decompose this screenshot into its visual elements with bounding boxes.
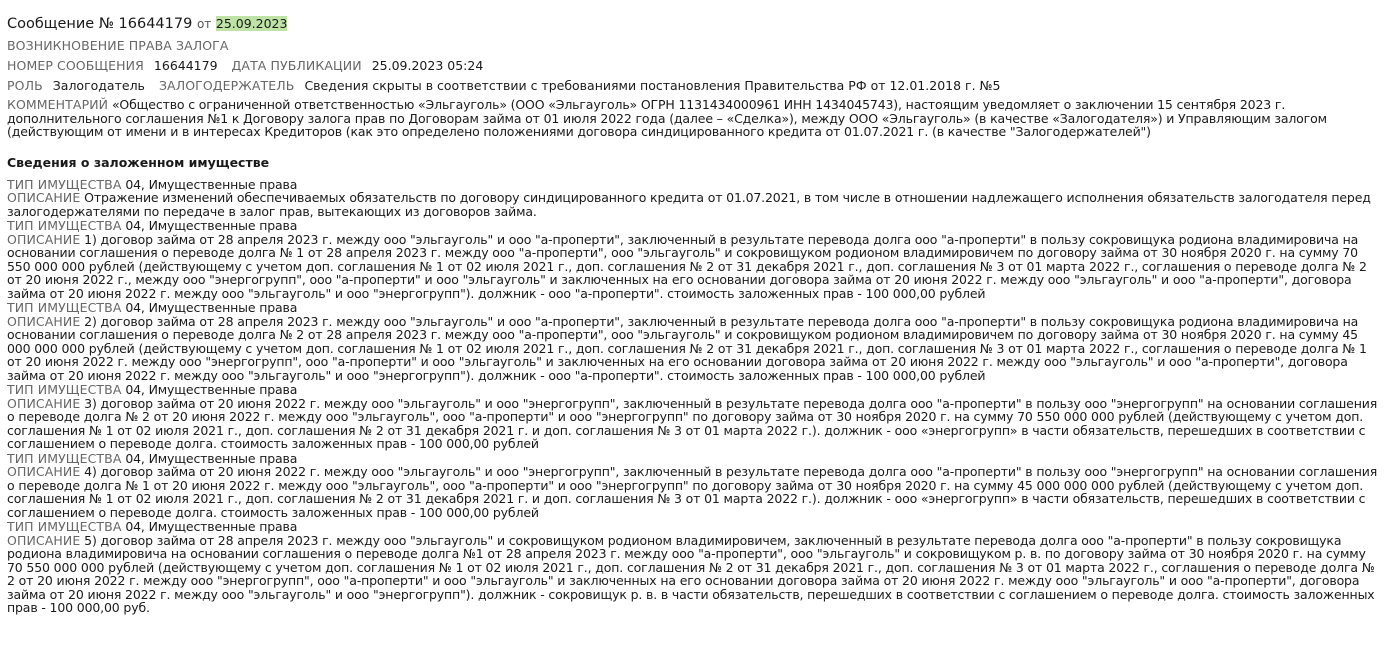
section-title: Сведения о заложенном имуществе [7,154,270,170]
role-label: РОЛЬ [7,78,43,93]
comment-label: КОММЕНТАРИЙ [7,97,109,112]
message-type-row [7,38,1378,54]
message-number: 16644179 [118,16,193,32]
property-type-label: ТИП ИМУЩЕСТВА [7,300,122,315]
property-description-label: ОПИСАНИЕ [7,313,81,329]
property-type-label: ТИП ИМУЩЕСТВА [7,450,122,466]
pledgee-value: Сведения скрыты в соответствии с требованиями постановления Правительства РФ от 12.01.2018 г. №5 [304,78,1001,93]
number-date-row [7,58,1378,74]
property-type-label: ТИП ИМУЩЕСТВА [7,176,122,192]
property-description-value: 4) договор займа от 20 июня 2022 г. между ооо "эльгауголь" и ооо "энергогрупп", заключенный в результате перевода долга ооо "а-проперти" в пользу ооо "энергогрупп" на основании соглашения о переводе долга № 1 от 20 июня 2022 г. между ооо "эльгауголь", ооо "а-проперти" и ооо "энергогрупп" по договору займа от 30 ноября 2020 г. на сумму 45 000 000 000 рублей (действующему с учетом доп. соглашения № 1 от 02 июля 2021 г., доп. соглашения № 2 от 31 декабря 2021 г. и доп. соглашения № 3 от 01 марта 2022 г.). должник - ооо «энергогрупп» в части обязательств, перешедших в соответствии с соглашением о переводе долга. стоимость заложенных прав - 100 000,00 рублей [7,464,1378,520]
property-type-label: ТИП ИМУЩЕСТВА [7,382,122,397]
property-item [7,452,1378,520]
property-type-row [7,301,1378,315]
property-description-label: ОПИСАНИЕ [7,395,81,411]
property-description-row [7,397,1378,451]
pledgee-label: ЗАЛОГОДЕРЖАТЕЛЬ [158,78,295,93]
property-type-value: 04, Имущественные права [125,519,298,534]
property-description-label: ОПИСАНИЕ [7,231,81,247]
role-row [7,78,1378,94]
message-type: ВОЗНИКНОВЕНИЕ ПРАВА ЗАЛОГА [7,38,229,53]
from-label: от [196,17,212,31]
property-description-label: ОПИСАНИЕ [7,532,81,548]
property-item [7,520,1378,615]
property-description-row [7,233,1378,301]
property-type-value: 04, Имущественные права [125,300,298,315]
property-type-row [7,219,1378,233]
property-type-row [7,520,1378,534]
pub-date-label: ДАТА ПУБЛИКАЦИИ [231,58,362,73]
property-description-value: 5) договор займа от 28 апреля 2023 г. между ооо "эльгауголь" и сокровищуком родионом владимировичем, заключенный в результате перевода долга ооо "а-проперти" в пользу сокровищука родиона владимировича на основании соглашения о переводе долга №1 от 28 апреля 2023 г. между ооо "а-проперти", ооо "эльгауголь" и сокровищуком р. в. по договору займа от 30 ноября 2020 г. на сумму 70 550 000 000 рублей (действующему с учетом доп. соглашения № 1 от 02 июля 2021 г., доп. соглашения № 2 от 31 декабря 2021 г., доп. соглашения № 3 от 01 марта 2022 г., соглашения о переводе долга № 2 от 20 июня 2022 г. между ооо "энергогрупп", ооо "а-проперти" и ооо "эльгауголь" и заключенных на его основании договора займа от 20 июня 2022 г. между ооо "эльгауголь" и ооо "а-проперти", договора займа от 20 июня 2022 г. между ооо "эльгауголь" и ооо "энергогрупп"). должник - сокровищук р. в. в части обязательств, перешедших в соответствии с соглашением о переводе долга. стоимость заложенных прав - 100 000,00 руб. [7,532,1375,615]
property-type-label: ТИП ИМУЩЕСТВА [7,218,122,233]
property-description-label: ОПИСАНИЕ [7,190,81,205]
property-type-row [7,452,1378,466]
property-type-value: 04, Имущественные права [125,218,298,233]
pub-date-value: 25.09.2023 05:24 [371,58,484,73]
property-type-value: 04, Имущественные права [125,176,298,192]
property-type-value: 04, Имущественные права [125,450,298,466]
property-description-value: 2) договор займа от 28 апреля 2023 г. между ооо "эльгауголь" и ооо "а-проперти", заключенный в результате перевода долга ооо "а-проперти" в пользу сокровищука родиона владимировича на основании соглашения о переводе долга № 2 от 28 апреля 2023 г. между ооо "а-проперти", ооо "эльгауголь" и сокровищуком родионом владимировичем по договору займа от 30 ноября 2020 г. на сумму 45 000 000 000 рублей (действующему с учетом доп. соглашения № 1 от 02 июля 2021 г., доп. соглашения № 2 от 31 декабря 2021 г., доп. соглашения № 3 от 01 марта 2022 г., соглашения о переводе долга № 1 от 20 июня 2022 г. между ооо "энергогрупп", ооо "а-проперти" и ооо "эльгауголь" и заключенных на его основании договора займа от 20 июня 2022 г. между ооо "эльгауголь" и ооо "а-проперти", договора займа от 20 июня 2022 г. между ооо "эльгауголь" и ооо "энергогрупп"). должник - ооо "а-проперти". стоимость заложенных прав - 100 000,00 рублей [7,313,1367,383]
property-description-value: 3) договор займа от 20 июня 2022 г. между ооо "эльгауголь" и ооо "энергогрупп", заключенный в результате перевода долга ооо "а-проперти" в пользу ооо "энергогрупп" на основании соглашения о переводе долга № 2 от 20 июня 2022 г. между ооо "эльгауголь", ооо "а-проперти" и ооо "энергогрупп" по договору займа от 30 ноября 2020 г. на сумму 70 550 000 000 рублей (действующему с учетом доп. соглашения № 1 от 02 июля 2021 г., доп. соглашения № 2 от 31 декабря 2021 г. и доп. соглашения № 3 от 01 марта 2022 г.). должник - ооо «энергогрупп» в части обязательств, перешедших в соответствии с соглашением о переводе долга. стоимость заложенных прав - 100 000,00 рублей [7,395,1378,451]
property-item [7,383,1378,451]
property-description-row [7,534,1378,615]
message-date: 25.09.2023 [215,16,288,31]
comment-block [7,98,1378,139]
comment-value: «Общество с ограниченной ответственностью «Эльгауголь» (ООО «Эльгауголь» ОГРН 1131434000961 ИНН 1434045743), настоящим уведомляет о заключении 15 сентября 2023 г. дополнительного соглашения №1 к Договору залога прав по Договорам займа от 01 июля 2022 года (далее – «Сделка»), между ООО «Эльгауголь» (в качестве «Залогодателя») и Управляющим залогом (действующим от имени и в интересах Кредиторов (как это определено положениями договора синдицированного кредита от 01.07.2021 г. (в качестве "Залогодержателей") [7,97,1327,139]
property-item [7,178,1378,219]
role-value: Залогодатель [52,78,145,93]
property-description-label: ОПИСАНИЕ [7,464,81,479]
property-type-label: ТИП ИМУЩЕСТВА [7,519,122,534]
number-label: НОМЕР СООБЩЕНИЯ [7,58,144,73]
number-value: 16644179 [153,58,218,73]
property-type-value: 04, Имущественные права [125,382,298,397]
property-description-row [7,315,1378,383]
property-type-row [7,178,1378,192]
property-type-row [7,383,1378,397]
message-title [7,14,1378,34]
property-description-value: Отражение изменений обеспечиваемых обязательств по договору синдицированного кредита от 01.07.2021, в том числе в отношении надлежащего исполнения обязательств залогодателя перед залогодержателями по передаче в залог прав, вытекающих из договоров займа. [7,190,1371,219]
property-list [7,178,1378,615]
property-description-value: 1) договор займа от 28 апреля 2023 г. между ооо "эльгауголь" и ооо "а-проперти", заключенный в результате перевода долга ооо "а-проперти" в пользу сокровищука родиона владимировича на основании соглашения о переводе долга № 1 от 28 апреля 2023 г. между ооо "а-проперти", ооо "эльгауголь" и сокровищуком родионом владимировичем по договору займа от 30 ноября 2020 г. на сумму 70 550 000 000 рублей (действующему с учетом доп. соглашения № 1 от 02 июля 2021 г., доп. соглашения № 2 от 31 декабря 2021 г., доп. соглашения № 3 от 01 марта 2022 г., соглашения о переводе долга № 2 от 20 июня 2022 г., между ооо "энергогрупп", ооо "а-проперти" и ооо "эльгауголь" и заключенных на его основании договора займа от 20 июня 2022 г. между ооо "эльгауголь" и ооо "а-проперти", договора займа от 20 июня 2022 г. между ооо "эльгауголь" и ооо "энергогрупп"). должник - ооо "а-проперти". стоимость заложенных прав - 100 000,00 рублей [7,231,1367,301]
property-description-row [7,465,1378,519]
property-item [7,219,1378,300]
message-prefix: Сообщение № [7,16,119,32]
property-description-row [7,191,1378,218]
property-item [7,301,1378,382]
